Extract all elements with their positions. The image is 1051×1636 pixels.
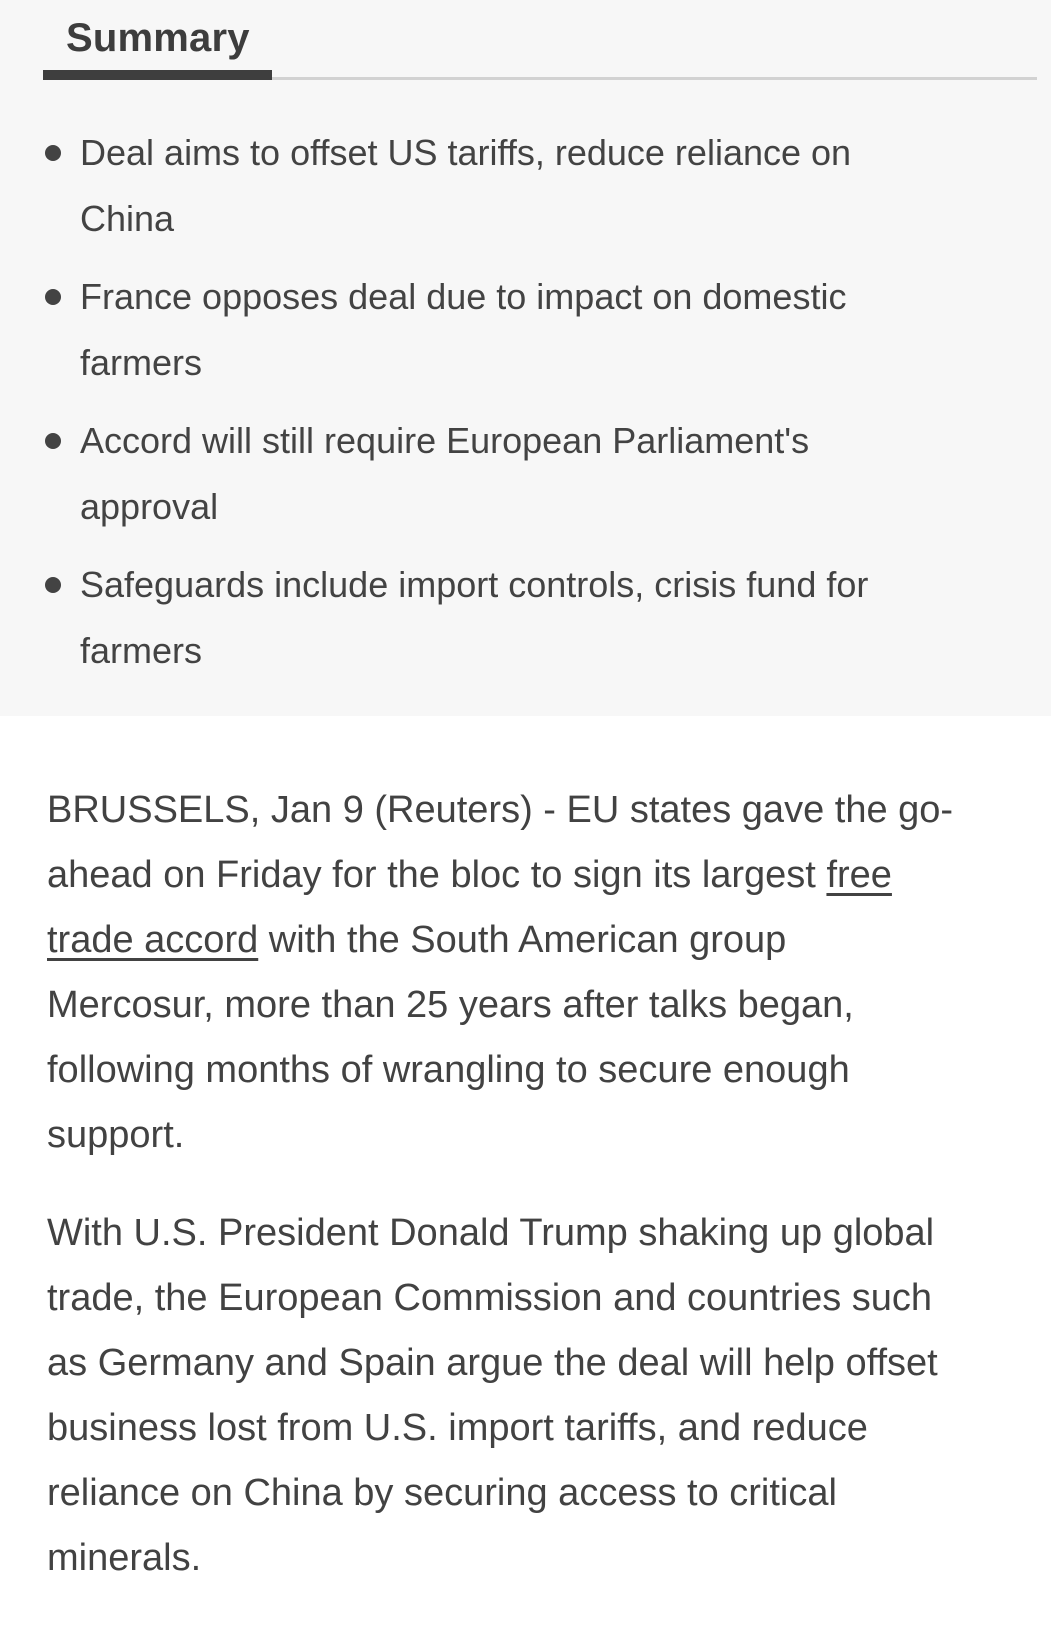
paragraph-text: with the South American group Mercosur, more than 25 years after talks began, following months of wrangling to secure enough support. <box>47 919 854 1156</box>
summary-bullet-item <box>43 120 883 252</box>
paragraph-text: BRUSSELS, Jan 9 (Reuters) - EU states gave the go-ahead on Friday for the bloc to sign its largest <box>47 789 954 896</box>
divider-line <box>272 77 1037 80</box>
article-body <box>0 716 1051 1636</box>
summary-panel <box>0 0 1051 716</box>
bullet-marker <box>45 145 61 161</box>
summary-bullet-item <box>43 408 883 540</box>
paragraph-text: With U.S. President Donald Trump shaking up global trade, the European Commission and countries such as Germany and Spain argue the deal will help offset business lost from U.S. import tariffs, and reduce reliance on China by securing access to critical minerals. <box>47 1212 938 1579</box>
summary-bullet-item <box>43 264 883 396</box>
bullet-text: Safeguards include import controls, crisis fund for farmers <box>80 564 869 671</box>
summary-bullet-item <box>43 552 883 684</box>
article-paragraph <box>47 1201 959 1591</box>
bullet-text: Accord will still require European Parliament's approval <box>80 420 810 527</box>
bullet-marker <box>45 289 61 305</box>
summary-title: Summary <box>66 16 250 60</box>
divider-accent-bar <box>43 70 272 80</box>
summary-divider <box>43 70 1037 80</box>
bullet-text: France opposes deal due to impact on domestic farmers <box>80 276 847 383</box>
summary-bullet-list <box>43 80 1037 684</box>
free-trade-accord-link[interactable]: free trade accord <box>47 854 892 961</box>
bullet-marker <box>45 433 61 449</box>
article-paragraph <box>47 778 959 1168</box>
bullet-text: Deal aims to offset US tariffs, reduce reliance on China <box>80 132 852 239</box>
bullet-marker <box>45 577 61 593</box>
